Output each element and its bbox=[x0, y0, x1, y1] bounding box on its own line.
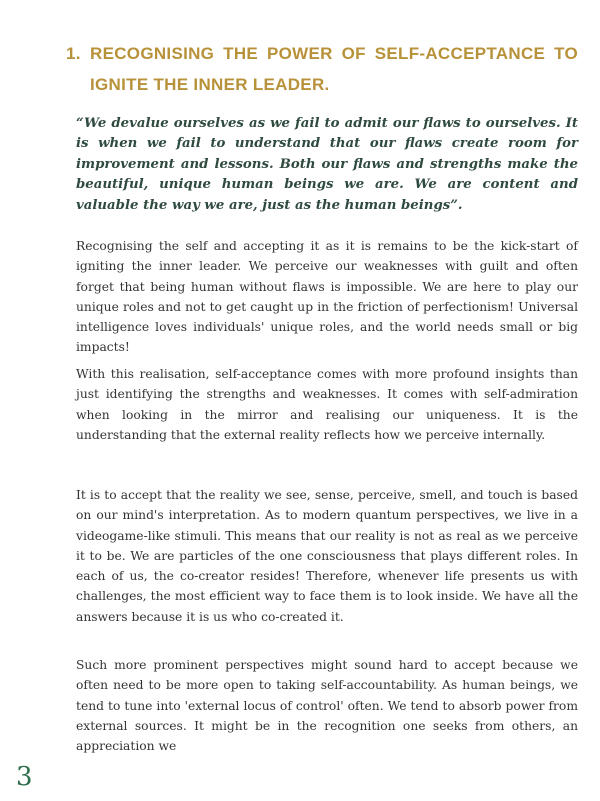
paragraph-4: Such more prominent perspectives might sound hard to accept because we often need to be more open to taking self-accountability. As human beings, we tend to tune into 'external locus of control' often. We tend to absorb power from external sources. It might be in the recognition one seeks from others, an appreciation we bbox=[76, 658, 578, 754]
section-number: 1. bbox=[66, 44, 81, 63]
section-heading-line-1: RECOGNISING THE POWER OF SELF-ACCEPTANCE TO bbox=[90, 44, 578, 63]
paragraph-1: Recognising the self and accepting it as it is remains to be the kick-start of igniting the inner leader. We perceive our weaknesses with guilt and often forget that being human without flaws is impossible. We are here to play our unique roles and not to get caught up in the friction of perfectionism! Universal intelligence loves individuals' unique roles, and the world needs small or big impacts! bbox=[76, 239, 578, 355]
section-heading-line-2: IGNITE THE INNER LEADER. bbox=[90, 75, 330, 94]
paragraph-3: It is to accept that the reality we see, sense, perceive, smell, and touch is based on our mind's interpretation. As to modern quantum perspectives, we live in a videogame-like stimuli. This means that our reality is not as real as we perceive it to be. We are particles of the one consciousness that plays different roles. In each of us, the co-creator resides! Therefore, whenever life presents us with challenges, the most efficient way to face them is to look inside. We have all the answers because it is us who co-created it. bbox=[76, 488, 578, 624]
paragraph-2: With this realisation, self-acceptance comes with more profound insights than just identifying the strengths and weaknesses. It comes with self-admiration when looking in the mirror and realising our uniqueness. It is the understanding that the external reality reflects how we perceive internally. bbox=[76, 367, 578, 442]
page-number: 3 bbox=[16, 762, 33, 792]
pull-quote: “We devalue ourselves as we fail to admit our flaws to ourselves. It is when we fail to understand that our flaws create room for improvement and lessons. Both our flaws and strengths make the beautiful, unique human beings we are. We are content and valuable the way we are, just as the human beings”. bbox=[76, 116, 578, 213]
section-heading bbox=[66, 38, 578, 100]
